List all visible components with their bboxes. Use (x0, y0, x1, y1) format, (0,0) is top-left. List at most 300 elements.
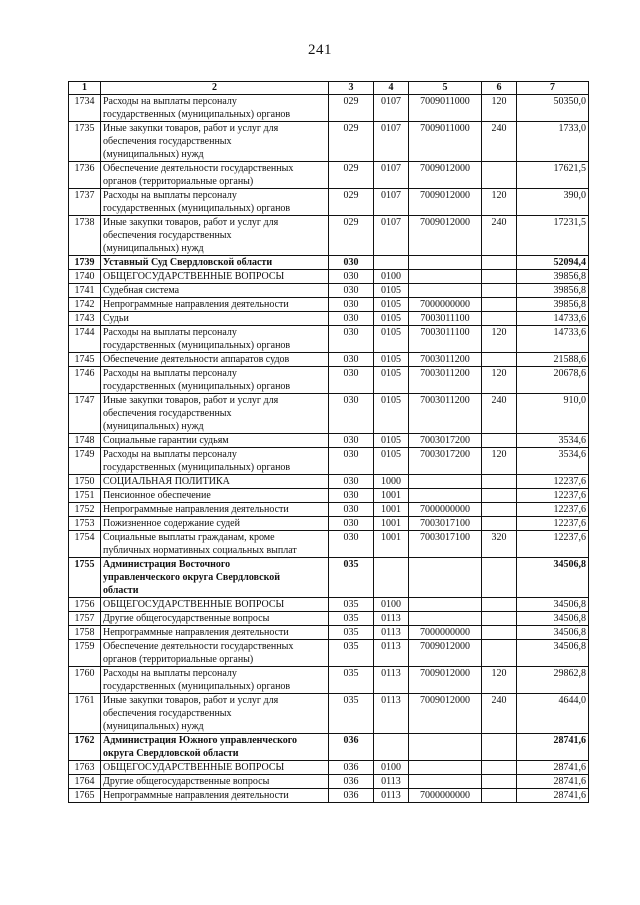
row-name-cell (101, 95, 329, 122)
target-code-cell: 7003011200 (409, 353, 482, 367)
row-name-line: Другие общегосударственные вопросы (103, 613, 270, 624)
target-code-cell: 7009011000 (409, 95, 482, 122)
target-code-cell (409, 284, 482, 298)
expense-type-cell: 120 (482, 367, 517, 394)
row-number-cell: 1760 (69, 667, 101, 694)
section-code-cell: 0105 (374, 353, 409, 367)
row-name-cell (101, 394, 329, 434)
row-name-cell (101, 517, 329, 531)
section-code-cell: 1001 (374, 517, 409, 531)
expense-type-cell (482, 256, 517, 270)
expense-type-cell: 120 (482, 189, 517, 216)
row-number-cell: 1751 (69, 489, 101, 503)
section-code-cell: 0107 (374, 95, 409, 122)
expense-type-cell (482, 475, 517, 489)
ministry-code-cell: 036 (329, 789, 374, 803)
ministry-code-cell: 030 (329, 503, 374, 517)
row-name-cell (101, 189, 329, 216)
row-number-cell: 1741 (69, 284, 101, 298)
section-code-cell: 0113 (374, 626, 409, 640)
expense-type-cell (482, 761, 517, 775)
row-name-line: Иные закупки товаров, работ и услуг для (103, 695, 279, 706)
section-code-cell: 1000 (374, 475, 409, 489)
amount-cell: 12237,6 (517, 489, 589, 503)
target-code-cell (409, 558, 482, 598)
row-name-line: государственных (муниципальных) органов (103, 681, 291, 692)
row-name-line: обеспечения государственных (103, 136, 232, 147)
amount-cell: 12237,6 (517, 531, 589, 558)
target-code-cell (409, 475, 482, 489)
table-row (69, 531, 589, 558)
amount-cell: 390,0 (517, 189, 589, 216)
row-name-line: Судебная система (103, 285, 180, 296)
target-code-cell (409, 598, 482, 612)
row-number-cell: 1742 (69, 298, 101, 312)
section-code-cell: 0113 (374, 612, 409, 626)
section-code-cell: 0107 (374, 189, 409, 216)
expense-type-cell (482, 558, 517, 598)
table-row (69, 434, 589, 448)
amount-cell: 3534,6 (517, 434, 589, 448)
section-code-cell: 0105 (374, 284, 409, 298)
target-code-cell: 7009012000 (409, 162, 482, 189)
row-number-cell: 1737 (69, 189, 101, 216)
section-code-cell: 0100 (374, 761, 409, 775)
expense-type-cell: 240 (482, 694, 517, 734)
expense-type-cell (482, 517, 517, 531)
row-name-line: государственных (муниципальных) органов (103, 340, 291, 351)
row-name-line: Администрация Южного управленческого (103, 735, 297, 746)
section-code-cell: 0113 (374, 775, 409, 789)
expense-type-cell (482, 298, 517, 312)
row-name-line: Другие общегосударственные вопросы (103, 776, 270, 787)
row-name-line: Обеспечение деятельности государственных (103, 163, 294, 174)
table-row (69, 270, 589, 284)
row-name-cell (101, 558, 329, 598)
row-name-cell (101, 694, 329, 734)
ministry-code-cell: 030 (329, 312, 374, 326)
section-code-cell: 0107 (374, 122, 409, 162)
row-name-line: публичных нормативных социальных выплат (103, 545, 297, 556)
amount-cell: 12237,6 (517, 517, 589, 531)
section-code-cell: 0113 (374, 694, 409, 734)
ministry-code-cell: 029 (329, 95, 374, 122)
section-code-cell (374, 734, 409, 761)
expense-type-cell: 240 (482, 394, 517, 434)
page-number: 241 (308, 42, 332, 58)
table-row (69, 367, 589, 394)
row-name-line: Непрограммные направления деятельности (103, 504, 289, 515)
row-name-line: управленческого округа Свердловской (103, 572, 280, 583)
row-number-cell: 1748 (69, 434, 101, 448)
table-row (69, 122, 589, 162)
target-code-cell: 7003017200 (409, 434, 482, 448)
section-code-cell: 0100 (374, 270, 409, 284)
amount-cell: 1733,0 (517, 122, 589, 162)
table-row (69, 353, 589, 367)
table-row (69, 775, 589, 789)
row-name-cell (101, 216, 329, 256)
row-name-cell (101, 122, 329, 162)
table-row (69, 189, 589, 216)
ministry-code-cell: 035 (329, 598, 374, 612)
amount-cell: 28741,6 (517, 734, 589, 761)
expense-type-cell (482, 353, 517, 367)
table-row (69, 448, 589, 475)
row-name-cell (101, 353, 329, 367)
row-number-cell: 1749 (69, 448, 101, 475)
row-number-cell: 1764 (69, 775, 101, 789)
expense-type-cell (482, 789, 517, 803)
row-name-line: Расходы на выплаты персоналу (103, 668, 237, 679)
row-name-cell (101, 434, 329, 448)
ministry-code-cell: 030 (329, 326, 374, 353)
header-row (69, 82, 589, 95)
ministry-code-cell: 035 (329, 626, 374, 640)
row-name-line: государственных (муниципальных) органов (103, 381, 291, 392)
row-number-cell: 1740 (69, 270, 101, 284)
row-number-cell: 1734 (69, 95, 101, 122)
row-name-cell (101, 256, 329, 270)
row-name-cell (101, 312, 329, 326)
expense-type-cell: 120 (482, 326, 517, 353)
amount-cell: 21588,6 (517, 353, 589, 367)
expense-type-cell: 120 (482, 95, 517, 122)
expense-type-cell (482, 626, 517, 640)
row-name-cell (101, 598, 329, 612)
ministry-code-cell: 030 (329, 434, 374, 448)
section-code-cell (374, 558, 409, 598)
budget-table (68, 81, 589, 803)
table-row (69, 761, 589, 775)
table-row (69, 734, 589, 761)
row-number-cell: 1756 (69, 598, 101, 612)
column-header: 2 (101, 82, 329, 95)
target-code-cell: 7009012000 (409, 189, 482, 216)
row-number-cell: 1754 (69, 531, 101, 558)
table-row (69, 298, 589, 312)
amount-cell: 29862,8 (517, 667, 589, 694)
expense-type-cell (482, 270, 517, 284)
row-name-line: (муниципальных) нужд (103, 421, 204, 432)
table-row (69, 394, 589, 434)
ministry-code-cell: 035 (329, 667, 374, 694)
table-row (69, 598, 589, 612)
ministry-code-cell: 035 (329, 640, 374, 667)
ministry-code-cell: 030 (329, 367, 374, 394)
row-name-line: государственных (муниципальных) органов (103, 462, 291, 473)
row-name-line: Пожизненное содержание судей (103, 518, 240, 529)
row-name-cell (101, 284, 329, 298)
target-code-cell: 7009012000 (409, 694, 482, 734)
row-name-line: области (103, 585, 139, 596)
row-name-line: округа Свердловской области (103, 748, 239, 759)
row-name-line: государственных (муниципальных) органов (103, 203, 291, 214)
expense-type-cell (482, 775, 517, 789)
ministry-code-cell: 035 (329, 612, 374, 626)
row-name-line: Непрограммные направления деятельности (103, 299, 289, 310)
table-row (69, 326, 589, 353)
expense-type-cell: 120 (482, 448, 517, 475)
row-number-cell: 1758 (69, 626, 101, 640)
section-code-cell: 0105 (374, 298, 409, 312)
row-name-cell (101, 640, 329, 667)
row-name-line: Непрограммные направления деятельности (103, 627, 289, 638)
target-code-cell: 7003017100 (409, 517, 482, 531)
row-name-line: обеспечения государственных (103, 408, 232, 419)
amount-cell: 34506,8 (517, 558, 589, 598)
row-number-cell: 1755 (69, 558, 101, 598)
target-code-cell: 7000000000 (409, 789, 482, 803)
row-name-line: (муниципальных) нужд (103, 243, 204, 254)
section-code-cell: 0105 (374, 312, 409, 326)
row-name-cell (101, 789, 329, 803)
amount-cell: 34506,8 (517, 626, 589, 640)
amount-cell: 34506,8 (517, 640, 589, 667)
table-row (69, 626, 589, 640)
row-number-cell: 1744 (69, 326, 101, 353)
row-name-cell (101, 162, 329, 189)
column-header: 5 (409, 82, 482, 95)
section-code-cell: 0105 (374, 326, 409, 353)
section-code-cell: 0107 (374, 216, 409, 256)
target-code-cell: 7009012000 (409, 640, 482, 667)
table-row (69, 312, 589, 326)
ministry-code-cell: 029 (329, 122, 374, 162)
row-name-line: Уставный Суд Свердловской области (103, 257, 273, 268)
amount-cell: 4644,0 (517, 694, 589, 734)
amount-cell: 28741,6 (517, 789, 589, 803)
table-row (69, 558, 589, 598)
row-name-cell (101, 626, 329, 640)
row-number-cell: 1735 (69, 122, 101, 162)
row-number-cell: 1736 (69, 162, 101, 189)
target-code-cell: 7003017200 (409, 448, 482, 475)
table-row (69, 640, 589, 667)
ministry-code-cell: 030 (329, 270, 374, 284)
expense-type-cell (482, 734, 517, 761)
table-row (69, 517, 589, 531)
row-name-line: Расходы на выплаты персоналу (103, 190, 237, 201)
column-header: 3 (329, 82, 374, 95)
row-name-line: Иные закупки товаров, работ и услуг для (103, 123, 279, 134)
amount-cell: 28741,6 (517, 775, 589, 789)
row-name-line: Расходы на выплаты персоналу (103, 327, 237, 338)
row-name-line: Пенсионное обеспечение (103, 490, 211, 501)
row-number-cell: 1747 (69, 394, 101, 434)
section-code-cell: 0113 (374, 789, 409, 803)
row-name-cell (101, 761, 329, 775)
target-code-cell: 7003011100 (409, 312, 482, 326)
ministry-code-cell: 030 (329, 298, 374, 312)
row-name-line: (муниципальных) нужд (103, 149, 204, 160)
table-row (69, 284, 589, 298)
expense-type-cell (482, 489, 517, 503)
ministry-code-cell: 030 (329, 475, 374, 489)
row-name-line: Расходы на выплаты персоналу (103, 368, 237, 379)
section-code-cell: 0105 (374, 434, 409, 448)
table-row (69, 475, 589, 489)
amount-cell: 39856,8 (517, 298, 589, 312)
row-name-cell (101, 448, 329, 475)
target-code-cell (409, 775, 482, 789)
target-code-cell: 7000000000 (409, 298, 482, 312)
row-number-cell: 1750 (69, 475, 101, 489)
ministry-code-cell: 030 (329, 531, 374, 558)
row-name-cell (101, 503, 329, 517)
expense-type-cell (482, 162, 517, 189)
expense-type-cell: 240 (482, 216, 517, 256)
table-row (69, 256, 589, 270)
amount-cell: 3534,6 (517, 448, 589, 475)
expense-type-cell (482, 640, 517, 667)
expense-type-cell (482, 503, 517, 517)
row-name-line: Непрограммные направления деятельности (103, 790, 289, 801)
expense-type-cell (482, 284, 517, 298)
row-name-line: ОБЩЕГОСУДАРСТВЕННЫЕ ВОПРОСЫ (103, 271, 285, 282)
column-header: 6 (482, 82, 517, 95)
target-code-cell: 7009012000 (409, 667, 482, 694)
amount-cell: 14733,6 (517, 312, 589, 326)
amount-cell: 39856,8 (517, 284, 589, 298)
section-code-cell: 0105 (374, 448, 409, 475)
row-name-line: Социальные гарантии судьям (103, 435, 229, 446)
row-name-line: Администрация Восточного (103, 559, 231, 570)
section-code-cell: 1001 (374, 503, 409, 517)
row-name-cell (101, 475, 329, 489)
ministry-code-cell: 030 (329, 284, 374, 298)
row-name-cell (101, 667, 329, 694)
table-row (69, 216, 589, 256)
row-name-line: Судьи (103, 313, 129, 324)
table-row (69, 489, 589, 503)
section-code-cell: 0105 (374, 367, 409, 394)
row-name-line: государственных (муниципальных) органов (103, 109, 291, 120)
row-name-line: СОЦИАЛЬНАЯ ПОЛИТИКА (103, 476, 230, 487)
row-name-cell (101, 612, 329, 626)
amount-cell: 17621,5 (517, 162, 589, 189)
ministry-code-cell: 030 (329, 489, 374, 503)
table-row (69, 694, 589, 734)
row-name-line: органов (территориальные органы) (103, 654, 254, 665)
row-name-cell (101, 489, 329, 503)
expense-type-cell (482, 434, 517, 448)
ministry-code-cell: 035 (329, 694, 374, 734)
ministry-code-cell: 029 (329, 216, 374, 256)
row-number-cell: 1759 (69, 640, 101, 667)
target-code-cell: 7003017100 (409, 531, 482, 558)
expense-type-cell: 120 (482, 667, 517, 694)
row-name-cell (101, 367, 329, 394)
expense-type-cell: 320 (482, 531, 517, 558)
amount-cell: 14733,6 (517, 326, 589, 353)
target-code-cell (409, 270, 482, 284)
row-name-line: Расходы на выплаты персоналу (103, 96, 237, 107)
target-code-cell: 7003011100 (409, 326, 482, 353)
amount-cell: 34506,8 (517, 598, 589, 612)
ministry-code-cell: 029 (329, 162, 374, 189)
target-code-cell: 7003011200 (409, 367, 482, 394)
row-number-cell: 1753 (69, 517, 101, 531)
target-code-cell (409, 489, 482, 503)
section-code-cell: 0113 (374, 640, 409, 667)
table-row (69, 162, 589, 189)
column-header: 7 (517, 82, 589, 95)
target-code-cell: 7000000000 (409, 503, 482, 517)
row-name-line: органов (территориальные органы) (103, 176, 254, 187)
row-name-line: (муниципальных) нужд (103, 721, 204, 732)
row-number-cell: 1761 (69, 694, 101, 734)
target-code-cell (409, 256, 482, 270)
row-name-cell (101, 270, 329, 284)
row-number-cell: 1757 (69, 612, 101, 626)
ministry-code-cell: 030 (329, 448, 374, 475)
amount-cell: 17231,5 (517, 216, 589, 256)
section-code-cell: 0113 (374, 667, 409, 694)
amount-cell: 20678,6 (517, 367, 589, 394)
table-row (69, 503, 589, 517)
expense-type-cell: 240 (482, 122, 517, 162)
row-name-line: Иные закупки товаров, работ и услуг для (103, 395, 279, 406)
ministry-code-cell: 036 (329, 775, 374, 789)
section-code-cell: 1001 (374, 531, 409, 558)
row-name-cell (101, 531, 329, 558)
target-code-cell: 7000000000 (409, 626, 482, 640)
amount-cell: 910,0 (517, 394, 589, 434)
target-code-cell: 7009012000 (409, 216, 482, 256)
target-code-cell: 7003011200 (409, 394, 482, 434)
row-name-line: Иные закупки товаров, работ и услуг для (103, 217, 279, 228)
row-number-cell: 1739 (69, 256, 101, 270)
section-code-cell: 1001 (374, 489, 409, 503)
ministry-code-cell: 029 (329, 189, 374, 216)
target-code-cell (409, 734, 482, 761)
section-code-cell: 0100 (374, 598, 409, 612)
ministry-code-cell: 030 (329, 517, 374, 531)
ministry-code-cell: 030 (329, 256, 374, 270)
row-number-cell: 1745 (69, 353, 101, 367)
row-number-cell: 1743 (69, 312, 101, 326)
expense-type-cell (482, 612, 517, 626)
ministry-code-cell: 035 (329, 558, 374, 598)
table-row (69, 612, 589, 626)
target-code-cell (409, 612, 482, 626)
target-code-cell (409, 761, 482, 775)
amount-cell: 12237,6 (517, 503, 589, 517)
row-name-line: Расходы на выплаты персоналу (103, 449, 237, 460)
row-number-cell: 1746 (69, 367, 101, 394)
amount-cell: 34506,8 (517, 612, 589, 626)
target-code-cell: 7009011000 (409, 122, 482, 162)
table-row (69, 95, 589, 122)
amount-cell: 28741,6 (517, 761, 589, 775)
table-body (69, 95, 589, 803)
table-row (69, 789, 589, 803)
amount-cell: 39856,8 (517, 270, 589, 284)
row-number-cell: 1762 (69, 734, 101, 761)
expense-type-cell (482, 598, 517, 612)
expense-type-cell (482, 312, 517, 326)
ministry-code-cell: 036 (329, 734, 374, 761)
ministry-code-cell: 036 (329, 761, 374, 775)
row-name-cell (101, 775, 329, 789)
row-name-cell (101, 298, 329, 312)
amount-cell: 12237,6 (517, 475, 589, 489)
ministry-code-cell: 030 (329, 353, 374, 367)
section-code-cell: 0105 (374, 394, 409, 434)
column-header: 1 (69, 82, 101, 95)
row-name-line: обеспечения государственных (103, 708, 232, 719)
